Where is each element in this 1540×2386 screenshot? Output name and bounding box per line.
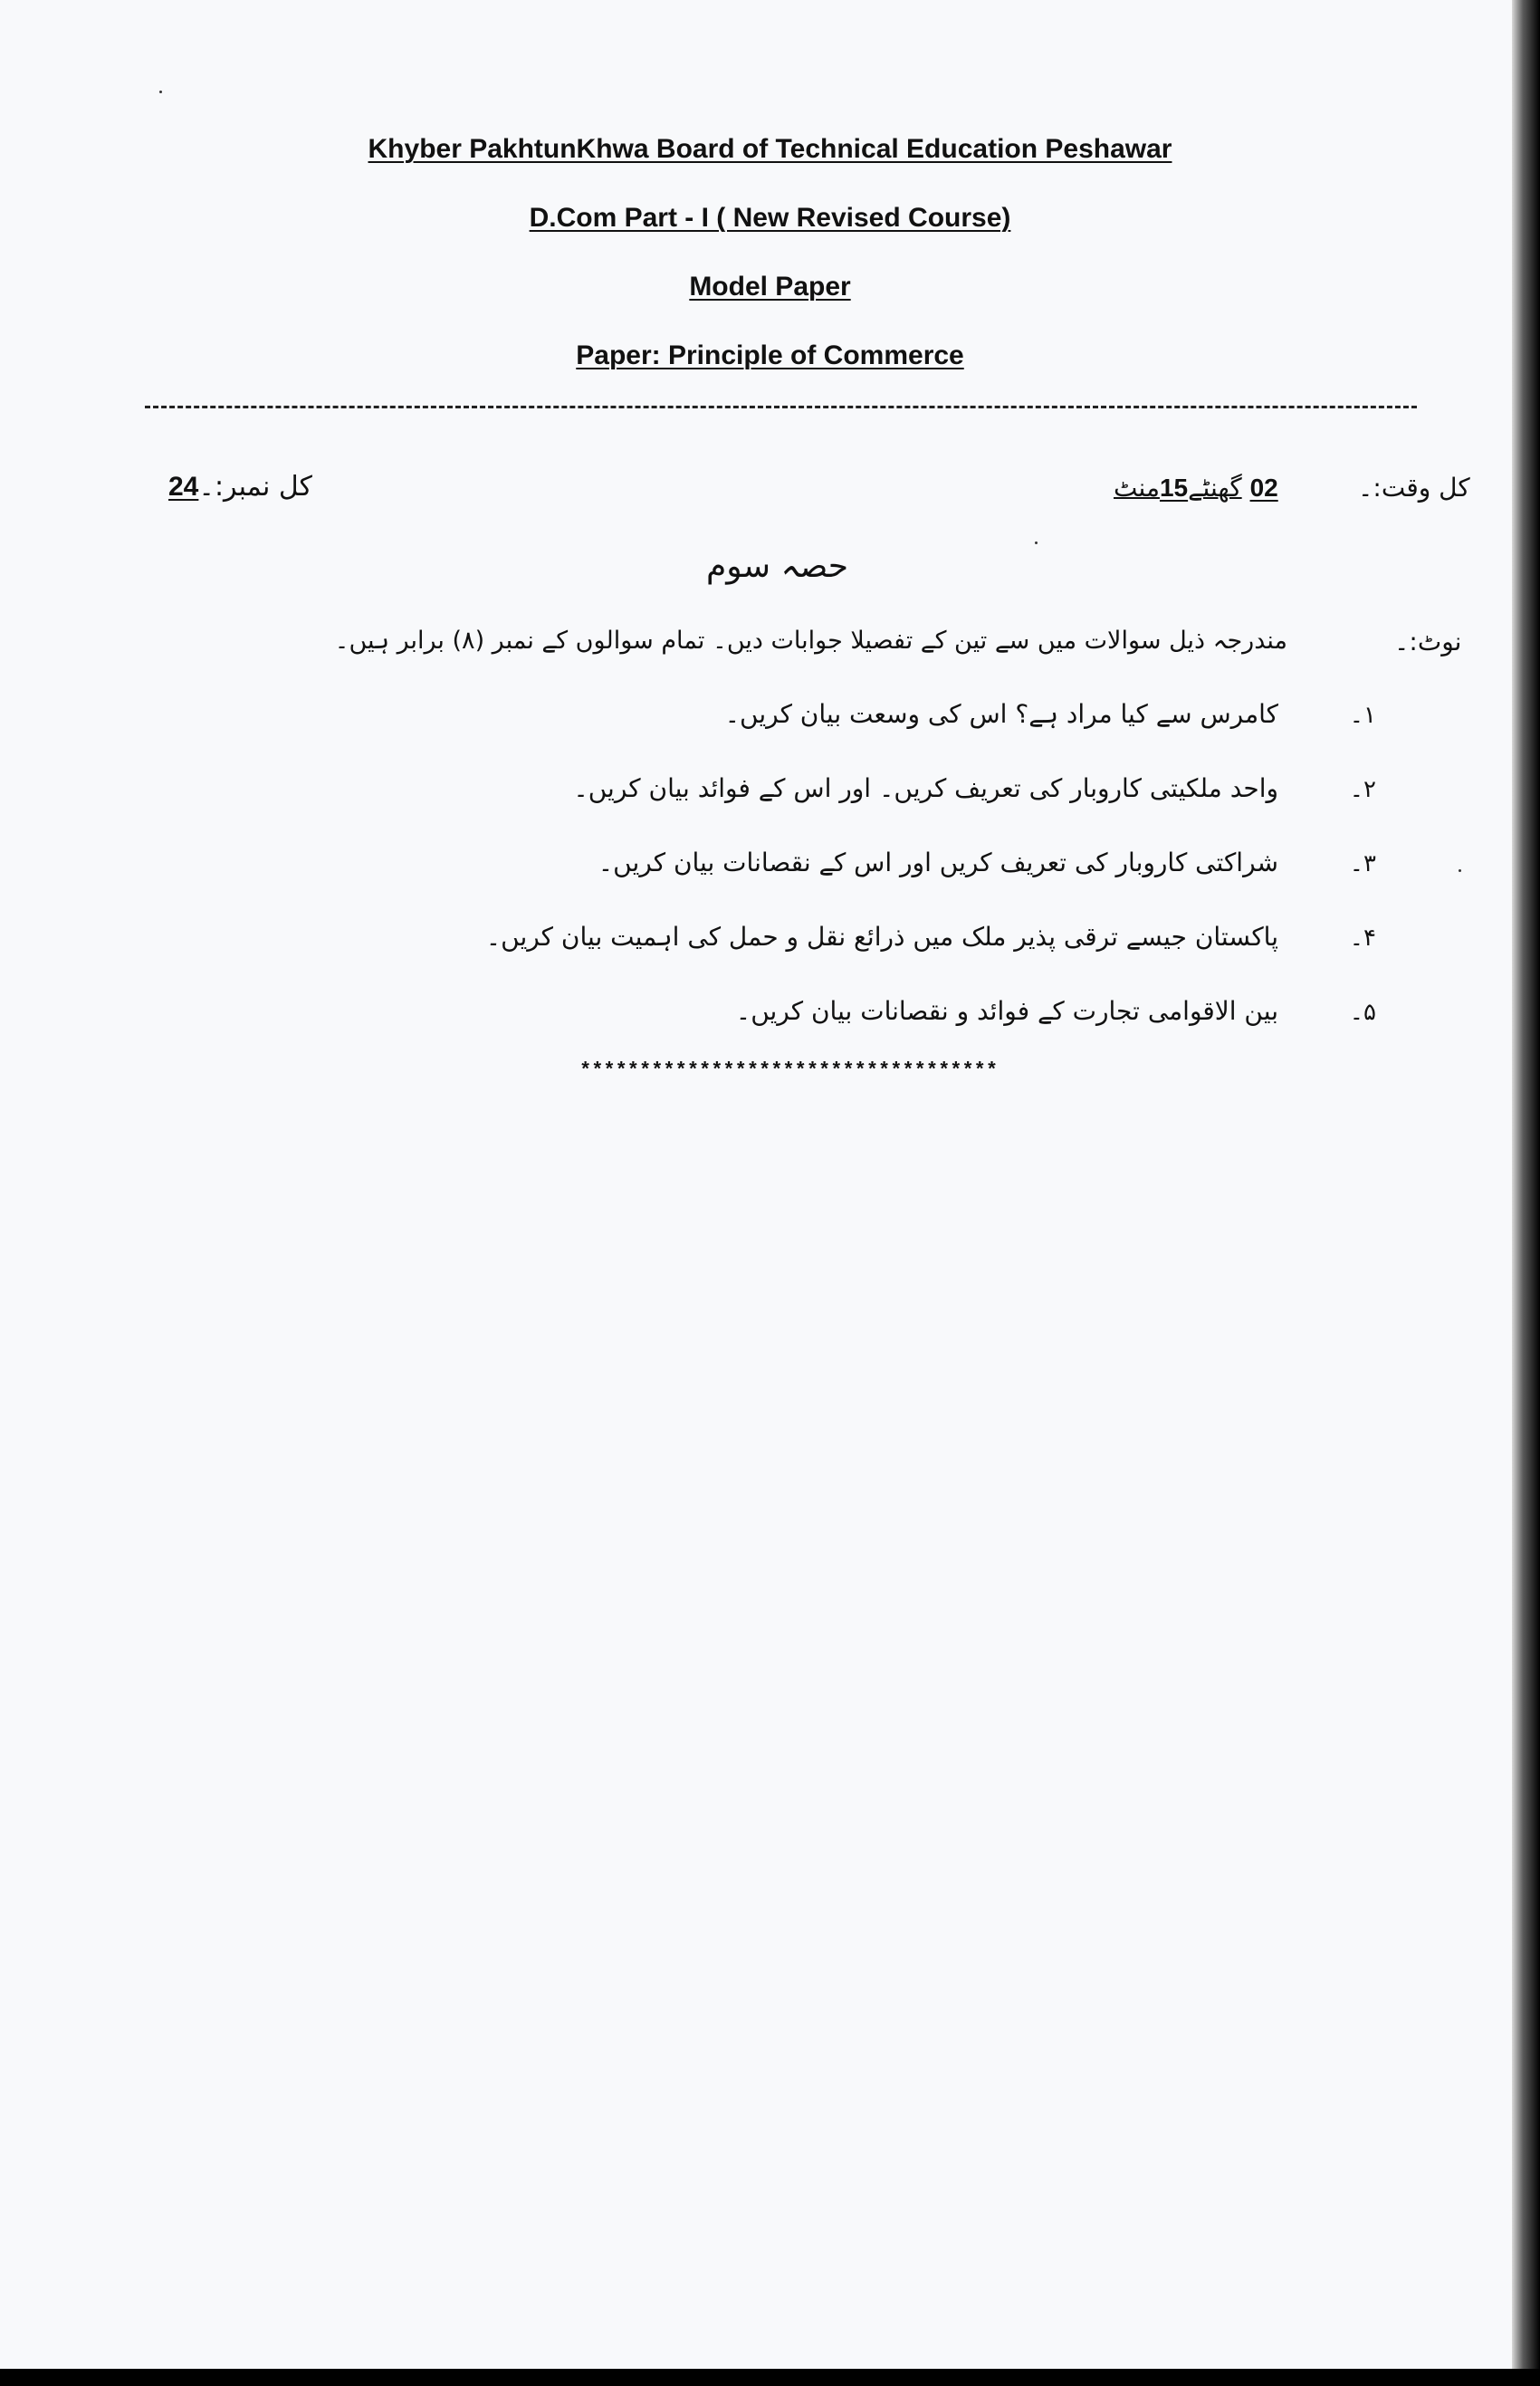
course-title: D.Com Part - I ( New Revised Course) [529,203,1011,233]
scan-speck [1035,541,1038,544]
total-time-hours: 02 [1249,474,1278,502]
end-marker: *********************************** [579,1059,999,1082]
minutes-word: منٹ [1114,473,1160,503]
question-number: ۵۔ [1349,999,1376,1026]
total-time-label: کل وقت:۔ [1358,473,1470,503]
note-label: نوٹ:۔ [1394,627,1462,656]
total-time-minutes: 15 [1159,474,1189,502]
question-text: پاکستان جیسے ترقی پذیر ملک میں ذرائع نقل و حمل کی اہمیت بیان کریں۔ [485,922,1278,952]
question-text: کامرس سے کیا مراد ہے؟ اس کی وسعت بیان کریں۔ [724,699,1278,729]
question-number: ۳۔ [1349,850,1376,877]
total-marks-label: کل نمبر:۔ [198,471,312,503]
board-title: Khyber PakhtunKhwa Board of Technical Education Peshawar [368,134,1172,164]
paper-subject: Paper: Principle of Commerce [576,340,964,370]
scan-speck [159,91,162,93]
question-text: بین الاقوامی تجارت کے فوائد و نقصانات بیان کریں۔ [735,996,1278,1026]
divider [145,406,1417,408]
hours-word: گھنٹے [1188,473,1242,503]
note-text: مندرجہ ذیل سوالات میں سے تین کے تفصیلا جوابات دیں۔ تمام سوالوں کے نمبر (۸) برابر ہیں۔ [334,627,1287,655]
section-title: حصہ سوم [706,548,849,585]
scan-edge-bottom [0,2369,1540,2386]
scan-speck [1459,869,1461,872]
total-marks-value: 24 [168,472,199,502]
paper-type: Model Paper [689,272,851,302]
question-text: واحد ملکیتی کاروبار کی تعریف کریں۔ اور اس کے فوائد بیان کریں۔ [573,773,1278,803]
question-number: ۲۔ [1349,776,1376,803]
question-number: ۴۔ [1349,925,1376,952]
question-number: ۱۔ [1349,702,1376,729]
scan-edge-right [1512,0,1540,2386]
total-marks [168,471,312,503]
total-time [1114,473,1278,503]
question-text: شراکتی کاروبار کی تعریف کریں اور اس کے نقصانات بیان کریں۔ [598,848,1278,877]
